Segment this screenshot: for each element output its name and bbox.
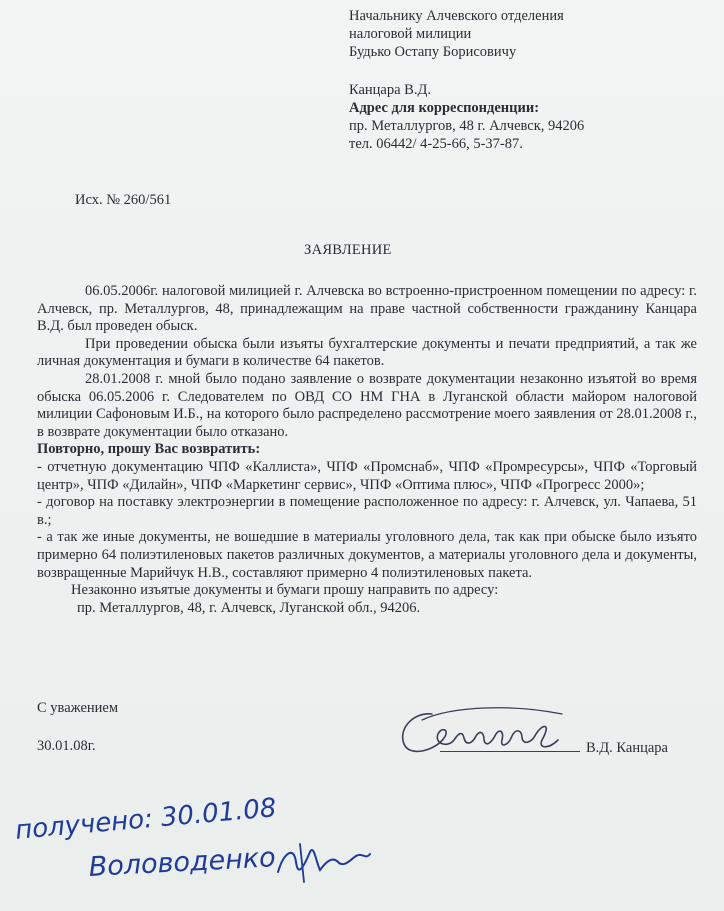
sender-phone: тел. 06442/ 4-25-66, 5-37-87. xyxy=(349,136,523,152)
request-item-other-docs: - а так же иные документы, не вошедшие в материалы уголовного дела, так как при обыске было изъято примерно 64 полиэтиленовых пакетов различных документов, а материалы уголовного дела и документы, возвращенные Марийчук Н.В., составляют примерно 4 полиэтиленовых пакета. xyxy=(37,529,697,581)
request-heading: Повторно, прошу Вас возвратить: xyxy=(37,441,261,458)
handwritten-received-note: получено: 30.01.08 xyxy=(14,793,278,846)
reference-number: Исх. № 260/561 xyxy=(75,192,172,208)
document-title: ЗАЯВЛЕНИЕ xyxy=(304,242,392,258)
recipient-line-1: Начальнику Алчевского отделения xyxy=(349,8,564,24)
recipient-line-3: Будько Остапу Борисовичу xyxy=(349,44,517,60)
sender-address-colon: : xyxy=(534,100,540,116)
signer-name: В.Д. Канцара xyxy=(586,740,668,756)
return-address: пр. Металлургов, 48, г. Алчевск, Луганской обл., 94206. xyxy=(77,599,421,616)
paragraph-refusal: 28.01.2008 г. мной было подано заявление о возврате документации незаконно изъятой во время обыска 06.05.2006 г. Следователем по ОВД СО НМ ГНА в Луганской области майором налоговой милиции Сафоновым И.Б., на которого было распределено рассмотрение моего заявления от 28.01.2008 г., в возврате документации было отказано. xyxy=(37,370,697,440)
recipient-line-2: налоговой милиции xyxy=(349,26,472,42)
request-item-contract: - договор на поставку электроэнергии в помещение расположенное по адресу: г. Алчевск, ул. Чапаева, 51 в.; xyxy=(37,494,697,528)
paragraph-seized: При проведении обыска были изъяты бухгалтерские документы и печати предприятий, а так же личная документация и бумаги в количестве 64 пакетов. xyxy=(37,335,697,370)
request-item-reports: - отчетную документацию ЧПФ «Каллиста», ЧПФ «Промснаб», ЧПФ «Промресурсы», ЧПФ «Торговый центр», ЧПФ «Дилайн», ЧПФ «Маркетинг сервис», ЧПФ «Оптима плюс», ЧПФ «Прогресс 2000»; xyxy=(37,458,697,493)
letter-date: 30.01.08г. xyxy=(37,738,96,754)
sender-address-label: Адрес для корреспонденции xyxy=(349,100,535,116)
signature-scribble xyxy=(392,700,582,770)
document-body xyxy=(37,283,697,617)
signature-line xyxy=(440,751,580,752)
paragraph-search: 06.05.2006г. налоговой милицией г. Алчевска во встроенно-пристроенном помещении по адресу: г. Алчевск, пр. Металлургов, 48, принадлежащим на праве частной собственности гражданину Канцара В.Д. был проведен обыск. xyxy=(37,283,697,335)
sender-address: пр. Металлургов, 48 г. Алчевск, 94206 xyxy=(349,118,585,134)
handwritten-initials-scribble xyxy=(270,832,380,892)
paragraph-return-request: Незаконно изъятые документы и бумаги прошу направить по адресу: xyxy=(71,582,499,599)
sender-name: Канцара В.Д. xyxy=(349,82,431,98)
sender-address-label-line xyxy=(349,99,539,117)
handwritten-surname: Воловоденко xyxy=(88,842,277,883)
closing-phrase: С уважением xyxy=(37,700,119,716)
